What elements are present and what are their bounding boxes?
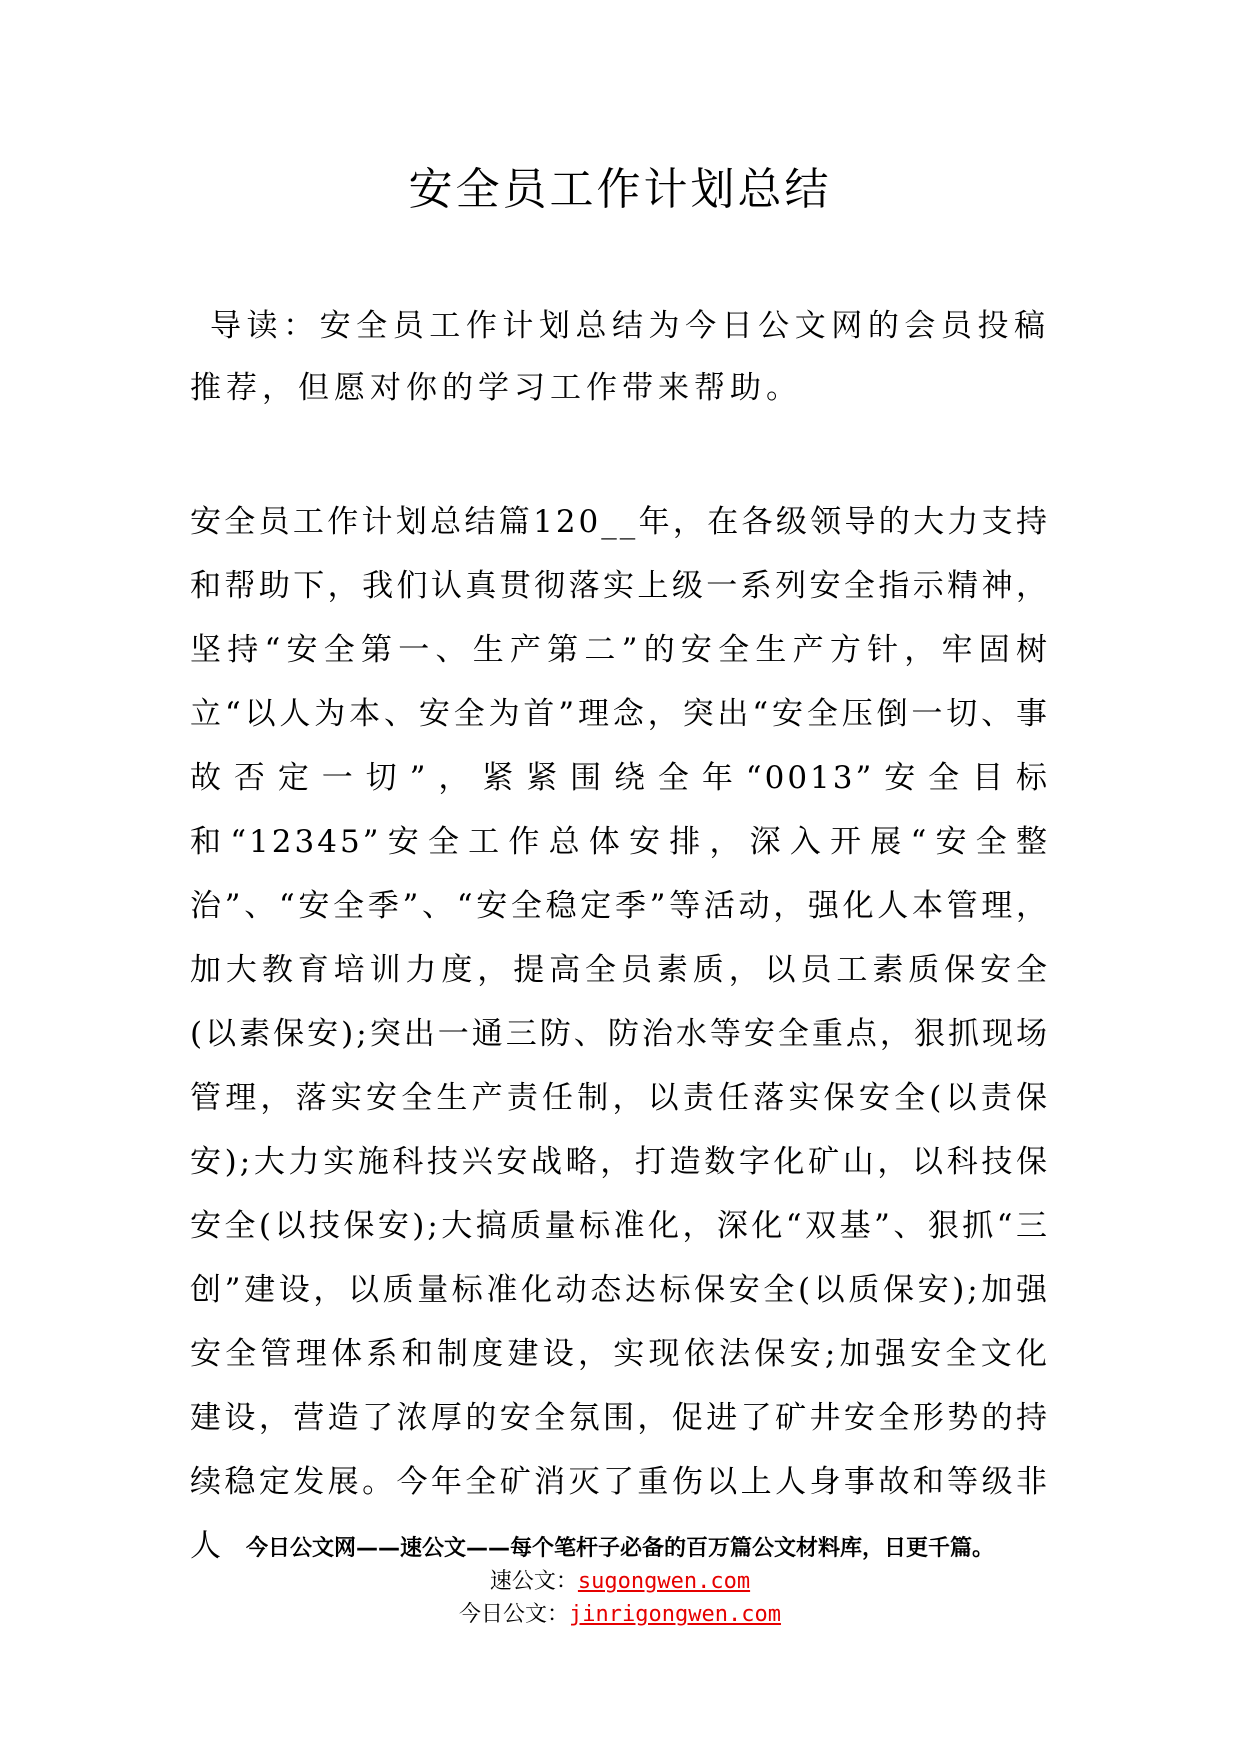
body-paragraph: 安全员工作计划总结篇120__年，在各级领导的大力支持和帮助下，我们认真贯彻落实上级一系列安全指示精神，坚持“安全第一、生产第二”的安全生产方针，牢固树立“以人为本、安全为首”理念，突出“安全压倒一切、事故否定一切”，紧紧围绕全年“0013”安全目标和“12345”安全工作总体安排，深入开展“安全整治”、“安全季”、“安全稳定季”等活动，强化人本管理，加大教育培训力度，提高全员素质，以员工素质保安全(以素保安);突出一通三防、防治水等安全重点，狠抓现场管理，落实安全生产责任制，以责任落实保安全(以责保安);大力实施科技兴安战略，打造数字化矿山，以科技保安全(以技保安);大搞质量标准化，深化“双基”、狠抓“三创”建设，以质量标准化动态达标保安全(以质保安);加强安全管理体系和制度建设，实现依法保安;加强安全文化建设，营造了浓厚的安全氛围，促进了矿井安全形势的持续稳定发展。今年全矿消灭了重伤以上人身事故和等级非人 (190, 504, 1050, 1564)
sugongwen-label: 速公文： (489, 1569, 578, 1594)
footer-line-jinrigongwen (0, 1598, 1240, 1631)
sugongwen-link[interactable]: sugongwen.com (577, 1569, 751, 1594)
jinrigongwen-label: 今日公文： (459, 1602, 570, 1627)
footer-line-sugongwen (0, 1565, 1240, 1598)
footer-slogan: 今日公文网——速公文——每个笔杆子必备的百万篇公文材料库，日更千篇。 (245, 1536, 994, 1561)
jinrigongwen-link[interactable]: jinrigongwen.com (569, 1602, 781, 1627)
document-title: 安全员工作计划总结 (408, 164, 832, 215)
page-footer (0, 1532, 1240, 1631)
intro-paragraph: 导读：安全员工作计划总结为今日公文网的会员投稿推荐，但愿对你的学习工作带来帮助。 (190, 308, 1050, 406)
